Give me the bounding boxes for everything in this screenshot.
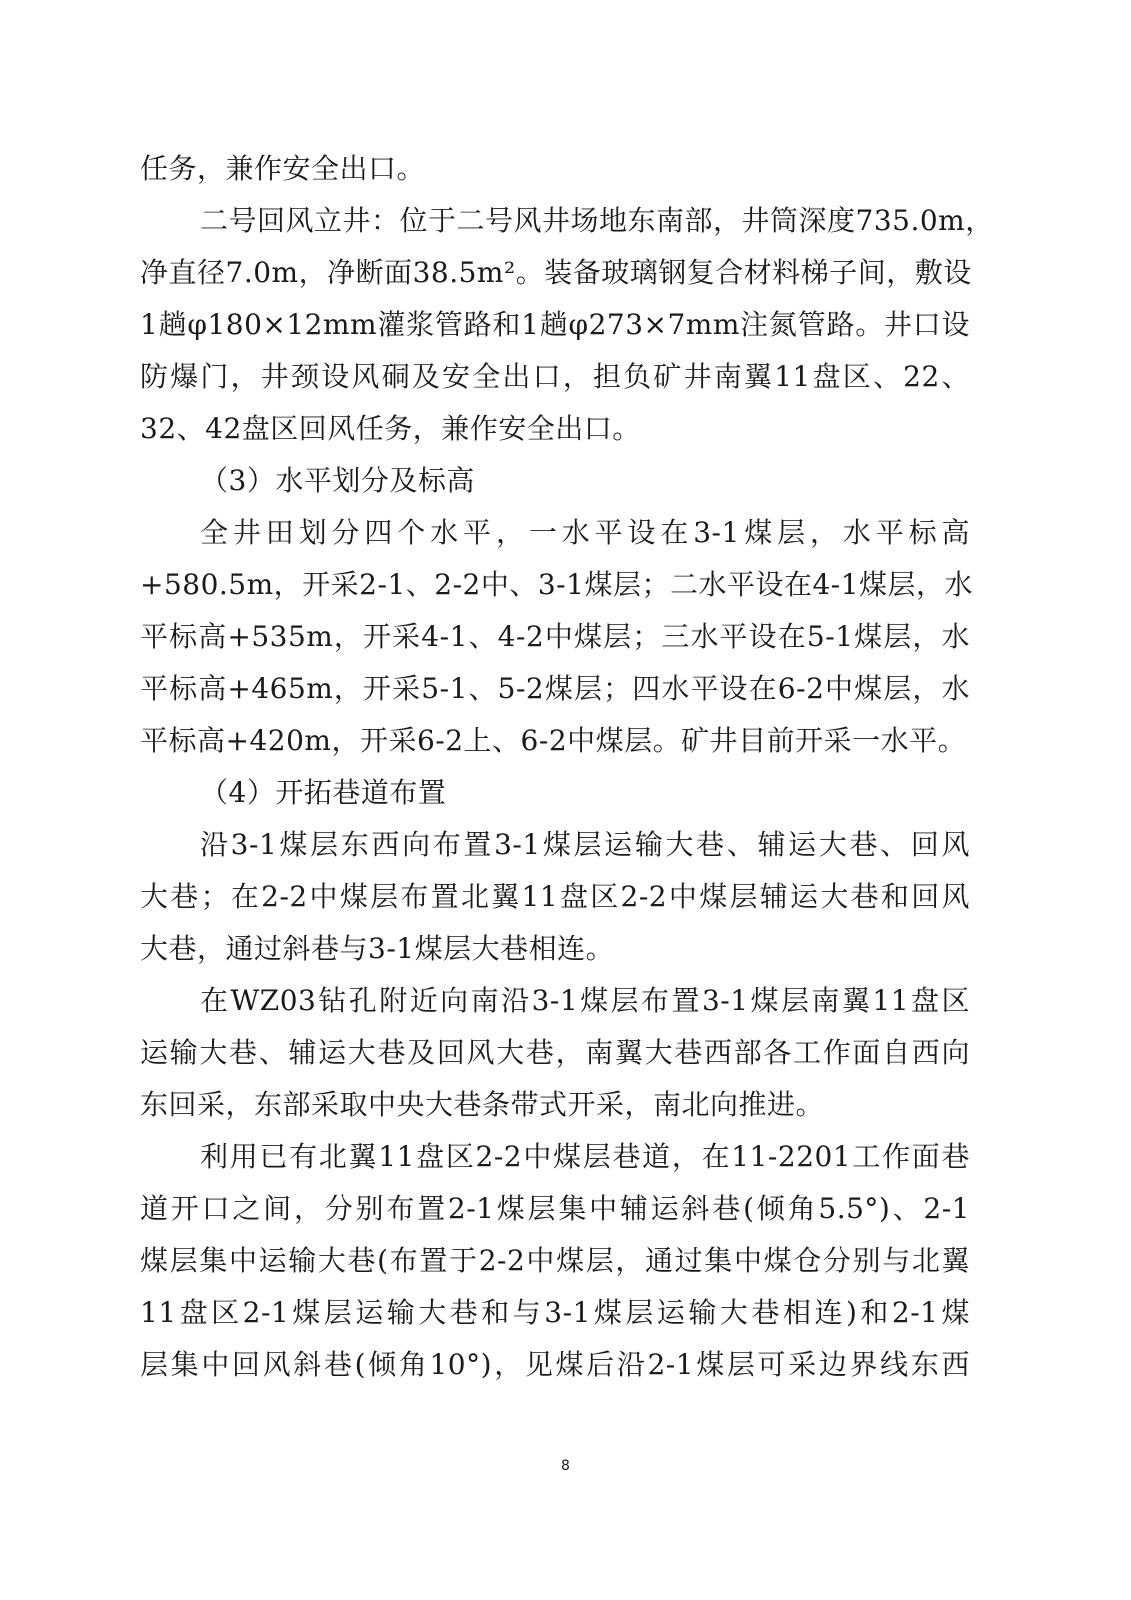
text-line: 大巷，通过斜巷与3-1煤层大巷相连。 bbox=[140, 932, 615, 965]
text-line: 煤层集中运输大巷(布置于2-2中煤层，通过集中煤仓分别与北翼 bbox=[140, 1244, 970, 1277]
text-line: 大巷；在2-2中煤层布置北翼11盘区2-2中煤层辅运大巷和回风 bbox=[140, 880, 970, 913]
text-line: 任务，兼作安全出口。 bbox=[140, 152, 426, 185]
text-line: 防爆门，井颈设风硐及安全出口，担负矿井南翼11盘区、22、 bbox=[140, 360, 970, 393]
text-line: 32、42盘区回风任务，兼作安全出口。 bbox=[140, 412, 641, 445]
page-number: 8 bbox=[561, 1458, 570, 1474]
text-line: 沿3-1煤层东西向布置3-1煤层运输大巷、辅运大巷、回风 bbox=[200, 828, 970, 861]
text-line: 利用已有北翼11盘区2-2中煤层巷道，在11-2201工作面巷 bbox=[200, 1140, 970, 1173]
text-line: 二号回风立井：位于二号风井场地东南部，井筒深度735.0m， bbox=[200, 204, 994, 237]
text-line: 平标高+465m，开采5-1、5-2煤层；四水平设在6-2中煤层，水 bbox=[140, 672, 970, 705]
text-line: 净直径7.0m，净断面38.5m²。装备玻璃钢复合材料梯子间，敷设 bbox=[140, 256, 972, 289]
text-line: 在WZ03钻孔附近向南沿3-1煤层布置3-1煤层南翼11盘区 bbox=[200, 984, 970, 1017]
text-line: 层集中回风斜巷(倾角10°)，见煤后沿2-1煤层可采边界线东西 bbox=[140, 1348, 970, 1381]
text-line: 1趟φ180×12mm灌浆管路和1趟φ273×7mm注氮管路。井口设 bbox=[140, 308, 970, 341]
section-heading: （4）开拓巷道布置 bbox=[200, 776, 447, 809]
text-line: 全井田划分四个水平，一水平设在3-1煤层，水平标高 bbox=[200, 516, 970, 549]
text-line: 运输大巷、辅运大巷及回风大巷，南翼大巷西部各工作面自西向 bbox=[140, 1036, 970, 1069]
text-line: 东回采，东部采取中央大巷条带式开采，南北向推进。 bbox=[140, 1088, 825, 1121]
section-heading: （3）水平划分及标高 bbox=[200, 464, 475, 497]
text-line: 平标高+420m，开采6-2上、6-2中煤层。矿井目前开采一水平。 bbox=[140, 724, 967, 757]
text-line: +580.5m，开采2-1、2-2中、3-1煤层；二水平设在4-1煤层，水 bbox=[140, 568, 974, 601]
text-line: 11盘区2-1煤层运输大巷和与3-1煤层运输大巷相连)和2-1煤 bbox=[140, 1296, 970, 1329]
text-line: 道开口之间，分别布置2-1煤层集中辅运斜巷(倾角5.5°)、2-1 bbox=[140, 1192, 970, 1225]
text-line: 平标高+535m，开采4-1、4-2中煤层；三水平设在5-1煤层，水 bbox=[140, 620, 970, 653]
